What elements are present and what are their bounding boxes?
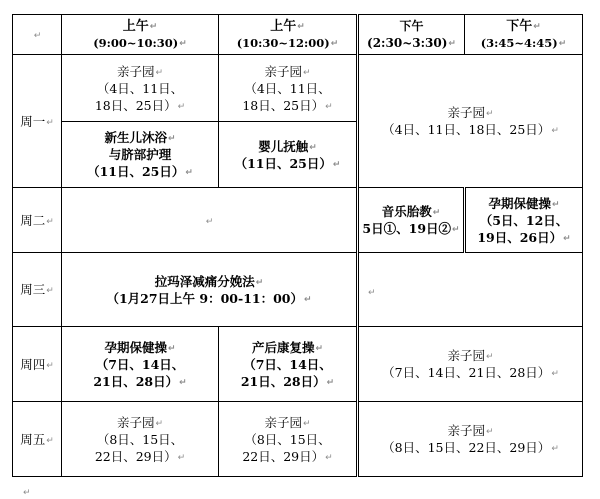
thursday-row: [13, 327, 583, 402]
paragraph-mark-icon: ↵: [149, 21, 158, 32]
paragraph-mark-icon: ↵: [177, 452, 186, 463]
paragraph-mark-icon: ↵: [558, 38, 567, 49]
paragraph-mark-icon: ↵: [330, 38, 339, 49]
schedule-table: [12, 14, 583, 477]
paragraph-mark-icon: ↵: [485, 352, 494, 362]
tuesday-pm1-cell: 音乐胎教↵ 5日①、19日②↵: [358, 188, 465, 253]
header-corner-cell: [13, 15, 62, 55]
thursday-pm-cell: 亲子园↵ （7日、14日、21日、28日）↵: [358, 327, 583, 402]
monday-am1-bottom-cell: 新生儿沐浴↵ 与脐部护理 （11日、25日）↵: [62, 122, 219, 188]
paragraph-mark-icon: ↵: [309, 142, 317, 153]
paragraph-mark-icon: ↵: [33, 31, 42, 41]
paragraph-mark-icon: ↵: [155, 67, 164, 78]
paragraph-mark-icon: ↵: [551, 369, 559, 379]
paragraph-mark-icon: ↵: [563, 233, 571, 244]
thursday-am1-cell: 孕期保健操↵ （7日、14日、 21日、28日）↵: [62, 327, 219, 402]
paragraph-mark-icon: ↵: [167, 343, 176, 354]
header-pm2-title: 下午: [506, 18, 533, 34]
paragraph-mark-icon: ↵: [167, 134, 176, 144]
paragraph-mark-icon: ↵: [485, 427, 494, 437]
wednesday-am-cell: 拉玛泽减痛分娩法↵ （1月27日上午 9：00-11：00）↵: [62, 253, 358, 327]
monday-pm-cell: 亲子园↵ （4日、11日、18日、25日）↵: [358, 55, 583, 188]
tuesday-row: [13, 188, 583, 253]
header-row: [13, 15, 583, 55]
paragraph-mark-icon: ↵: [179, 38, 187, 49]
paragraph-mark-icon: ↵: [302, 67, 311, 78]
monday-row-top: [13, 55, 583, 122]
paragraph-mark-icon: ↵: [255, 277, 264, 288]
header-am2-title: 上午: [270, 18, 297, 34]
day-label-friday: 周五↵: [13, 402, 62, 477]
paragraph-mark-icon: ↵: [332, 159, 341, 170]
header-pm1-cell: [358, 15, 465, 55]
thursday-am2-cell: 产后康复操↵ （7日、14日、 21日、28日）↵: [219, 327, 358, 402]
tuesday-pm2-cell: 孕期保健操↵ （5日、12日、 19日、26日）↵: [465, 188, 583, 253]
paragraph-mark-icon: ↵: [452, 225, 460, 235]
paragraph-mark-icon: ↵: [533, 21, 541, 32]
wednesday-row: [13, 253, 583, 327]
paragraph-mark-icon: ↵: [177, 101, 186, 112]
header-am2-time: (10:30~12:00): [236, 35, 330, 50]
paragraph-mark-icon: ↵: [46, 117, 54, 128]
paragraph-mark-icon: ↵: [485, 109, 494, 119]
paragraph-mark-icon: ↵: [205, 216, 214, 227]
header-am1-cell: [62, 15, 219, 55]
monday-am1-top-cell: 亲子园↵ （4日、11日、 18日、25日）↵: [62, 55, 219, 122]
paragraph-mark-icon: ↵: [46, 360, 54, 371]
paragraph-mark-icon: ↵: [303, 294, 312, 305]
friday-pm-cell: 亲子园↵ （8日、15日、22日、29日）↵: [358, 402, 583, 477]
header-pm2-time: (3:45~4:45): [480, 35, 558, 50]
paragraph-mark-icon: ↵: [297, 21, 305, 32]
paragraph-mark-icon: ↵: [326, 377, 335, 388]
paragraph-mark-icon: ↵: [432, 208, 441, 218]
friday-am2-cell: 亲子园↵ （8日、15日、 22日、29日）↵: [219, 402, 358, 477]
header-pm1-time: 下午(2:30~3:30): [367, 18, 448, 50]
paragraph-mark-icon: ↵: [302, 418, 311, 429]
paragraph-mark-icon: ↵: [46, 435, 54, 446]
paragraph-mark-icon: ↵: [551, 199, 560, 210]
header-am1-time: (9:00~10:30): [93, 35, 179, 50]
paragraph-mark-icon: ↵: [325, 101, 333, 112]
day-label-tuesday: 周二↵: [13, 188, 62, 253]
header-am2-cell: [219, 15, 358, 55]
paragraph-mark-icon: ↵: [551, 444, 559, 454]
tuesday-am-cell: [62, 188, 358, 253]
header-am1-title: 上午: [122, 18, 149, 34]
day-label-thursday: 周四↵: [13, 327, 62, 402]
paragraph-mark-icon: ↵: [155, 418, 164, 429]
monday-am2-top-cell: 亲子园↵ （4日、11日、 18日、25日）↵: [219, 55, 358, 122]
paragraph-mark-icon: ↵: [448, 38, 456, 49]
day-label-wednesday: 周三↵: [13, 253, 62, 327]
friday-am1-cell: 亲子园↵ （8日、15日、 22日、29日）↵: [62, 402, 219, 477]
paragraph-mark-icon: ↵: [368, 288, 376, 298]
paragraph-mark-icon: ↵: [46, 216, 54, 227]
paragraph-mark-icon: ↵: [325, 452, 333, 463]
monday-am2-bottom-cell: 婴儿抚触↵ （11日、25日）↵: [219, 122, 358, 188]
paragraph-mark-icon: ↵: [179, 377, 187, 388]
paragraph-mark-icon: ↵: [315, 343, 324, 354]
wednesday-pm-cell: [358, 253, 583, 327]
paragraph-mark-icon: ↵: [23, 488, 31, 498]
paragraph-mark-icon: ↵: [185, 168, 193, 178]
paragraph-mark-icon: ↵: [46, 286, 54, 296]
day-label-monday: 周一↵: [13, 55, 62, 188]
header-pm2-cell: [465, 15, 583, 55]
friday-row: [13, 402, 583, 477]
paragraph-mark-icon: ↵: [551, 126, 559, 136]
